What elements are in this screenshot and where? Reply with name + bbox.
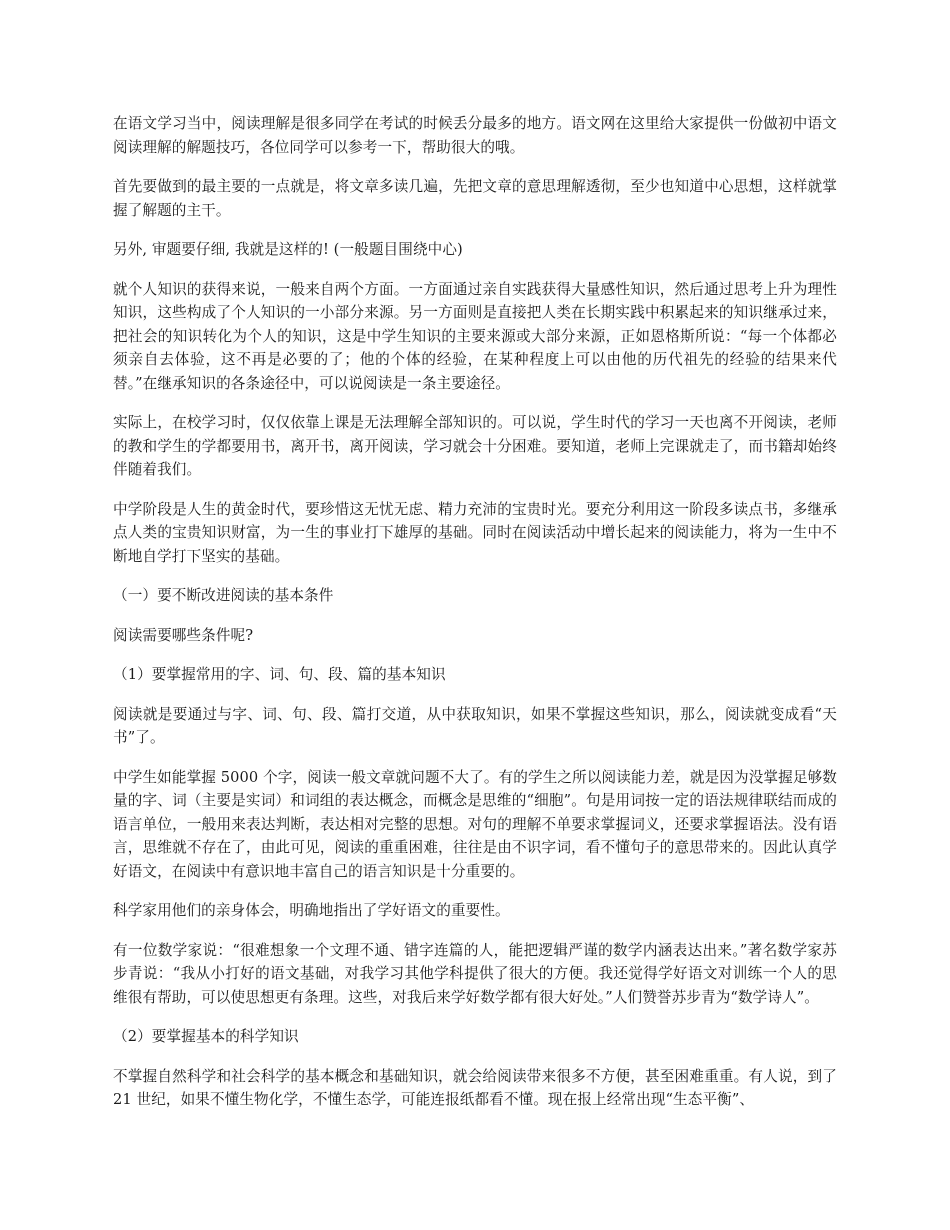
paragraph-golden-age: 中学阶段是人生的黄金时代，要珍惜这无忧无虑、精力充沛的宝贵时光。要充分利用这一阶段多读点书，多继承点人类的宝贵知识财富，为一生的事业打下雄厚的基础。同时在阅读活动中增长起来的阅读能力，将为一生中不断地自学打下坚实的基础。: [113, 500, 837, 565]
section-heading-1: （一）要不断改进阅读的基本条件: [113, 587, 334, 604]
paragraph-knowledge-sources: 就个人知识的获得来说，一般来自两个方面。一方面通过亲自实践获得大量感性知识，然后通过思考上升为理性知识，这些构成了个人知识的一小部分来源。另一方面则是直接把人类在长期实践中积累起来的知识继承过来，把社会的知识转化为个人的知识，这是中学生知识的主要来源或大部分来源，正如恩格斯所说：“每一个体都必须亲自去体验，这不再是必要的了；他的个体的经验，在某种程度上可以由他的历代祖先的经验的结果来代替。”在继承知识的各条途径中，可以说阅读是一条主要途径。: [113, 280, 837, 392]
subheading-1: （1）要掌握常用的字、词、句、段、篇的基本知识: [113, 666, 446, 683]
paragraph-read-several-times: 首先要做到的最主要的一点就是，将文章多读几遍，先把文章的意思理解透彻，至少也知道中心思想，这样就掌握了解题的主干。: [113, 178, 837, 219]
paragraph-intro: 在语文学习当中，阅读理解是很多同学在考试的时候丢分最多的地方。语文网在这里给大家提供一份做初中语文阅读理解的解题技巧，各位同学可以参考一下，帮助很大的哦。: [113, 115, 837, 156]
paragraph-scientists: 科学家用他们的亲身体会，明确地指出了学好语文的重要性。: [113, 902, 510, 919]
paragraph-mathematician-quote: 有一位数学家说：“很难想象一个文理不通、错字连篇的人，能把逻辑严谨的数学内涵表达出来。”著名数学家苏步青说：“我从小打好的语文基础，对我学习其他学科提供了很大的方便。我还觉得学好语文对训练一个人的思维很有帮助，可以使思想更有条理。这些，对我后来学好数学都有很大好处。”人们赞誉苏步青为“数学诗人”。: [113, 941, 837, 1006]
paragraph-basic-knowledge: 阅读就是要通过与字、词、句、段、篇打交道，从中获取知识，如果不掌握这些知识，那么，阅读就变成看“天书”了。: [113, 705, 837, 746]
paragraph-question: 阅读需要哪些条件呢?: [113, 626, 254, 644]
paragraph-science-knowledge: 不掌握自然科学和社会科学的基本概念和基础知识，就会给阅读带来很多不方便，甚至困难重重。有人说，到了 21 世纪，如果不懂生物化学，不懂生态学，可能连报纸都看不懂。现在报上经常出现“生态平衡”、: [113, 1067, 837, 1108]
paragraph-school-learning: 实际上，在校学习时，仅仅依靠上课是无法理解全部知识的。可以说，学生时代的学习一天也离不开阅读，老师的教和学生的学都要用书，离开书，离开阅读，学习就会十分困难。要知道，老师上完课就走了，而书籍却始终伴随着我们。: [113, 414, 837, 478]
paragraph-careful-reading: 另外, 审题要仔细, 我就是这样的! (一般题目围绕中心): [113, 241, 463, 258]
subheading-2: （2）要掌握基本的科学知识: [113, 1028, 299, 1045]
paragraph-5000-characters: 中学生如能掌握 5000 个字，阅读一般文章就问题不大了。有的学生之所以阅读能力差，就是因为没掌握足够数量的字、词（主要是实词）和词组的表达概念，而概念是思维的“细胞”。句是用词按一定的语法规律联结而成的语言单位，一般用来表达判断，表达相对完整的思想。对句的理解不单要求掌握词义，还要求掌握语法。没有语言，思维就不存在了，由此可见，阅读的重重困难，往往是由不识字词，看不懂句子的意思带来的。因此认真学好语文，在阅读中有意识地丰富自己的语言知识是十分重要的。: [113, 768, 837, 880]
